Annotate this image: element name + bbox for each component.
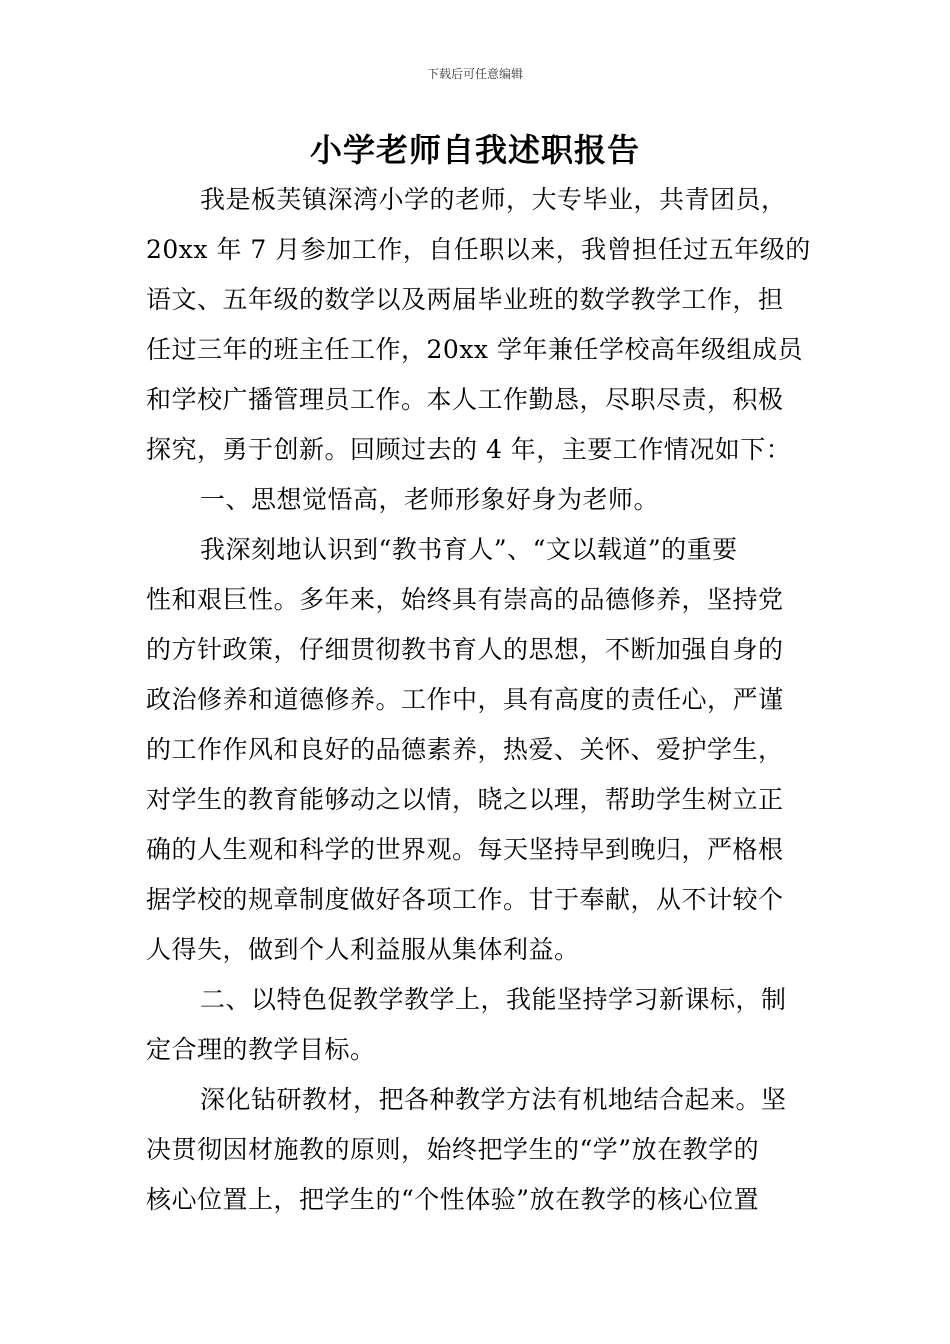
body-line: 据学校的规章制度做好各项工作。甘于奉献，从不计较个 (146, 885, 784, 914)
body-line: 20xx 年 7 月参加工作，自任职以来，我曾担任过五年级的 (146, 235, 811, 264)
body-line: 定合理的教学目标。 (146, 1035, 376, 1064)
body-line: 性和艰巨性。多年来，始终具有崇高的品德修养，坚持党 (146, 585, 784, 614)
body-line: 深化钻研教材，把各种教学方法有机地结合起来。坚 (200, 1085, 787, 1114)
header-note: 下载后可任意编辑 (426, 67, 523, 81)
body-line: 确的人生观和科学的世界观。每天坚持早到晚归，严格根 (146, 835, 784, 864)
body-line: 语文、五年级的数学以及两届毕业班的数学教学工作，担 (146, 285, 784, 314)
section-heading: 一、思想觉悟高，老师形象好身为老师。 (200, 485, 660, 514)
body-line: 的方针政策，仔细贯彻教书育人的思想，不断加强自身的 (146, 635, 784, 664)
document-title: 小学老师自我述职报告 (309, 131, 640, 169)
body-line: 人得失，做到个人利益服从集体利益。 (146, 935, 580, 964)
body-line: 我深刻地认识到“教书育人”、“文以载道”的重要 (200, 535, 738, 564)
body-line: 核心位置上，把学生的“个性体验”放在教学的核心位置 (146, 1185, 760, 1214)
body-line: 我是板芙镇深湾小学的老师，大专毕业，共青团员， (200, 185, 787, 214)
section-heading: 二、以特色促教学教学上，我能坚持学习新课标，制 (200, 985, 787, 1014)
body-line: 决贯彻因材施教的原则，始终把学生的“学”放在教学的 (146, 1135, 760, 1164)
body-line: 和学校广播管理员工作。本人工作勤恳，尽职尽责，积极 (146, 385, 784, 414)
body-line: 政治修养和道德修养。工作中，具有高度的责任心，严谨 (146, 685, 784, 714)
body-line: 对学生的教育能够动之以情，晓之以理，帮助学生树立正 (146, 785, 784, 814)
body-line: 任过三年的班主任工作，20xx 学年兼任学校高年级组成员 (146, 335, 803, 364)
body-line: 探究，勇于创新。回顾过去的 4 年，主要工作情况如下： (146, 435, 792, 464)
document-body (146, 175, 814, 1225)
body-line: 的工作作风和良好的品德素养，热爱、关怀、爱护学生， (146, 735, 784, 764)
